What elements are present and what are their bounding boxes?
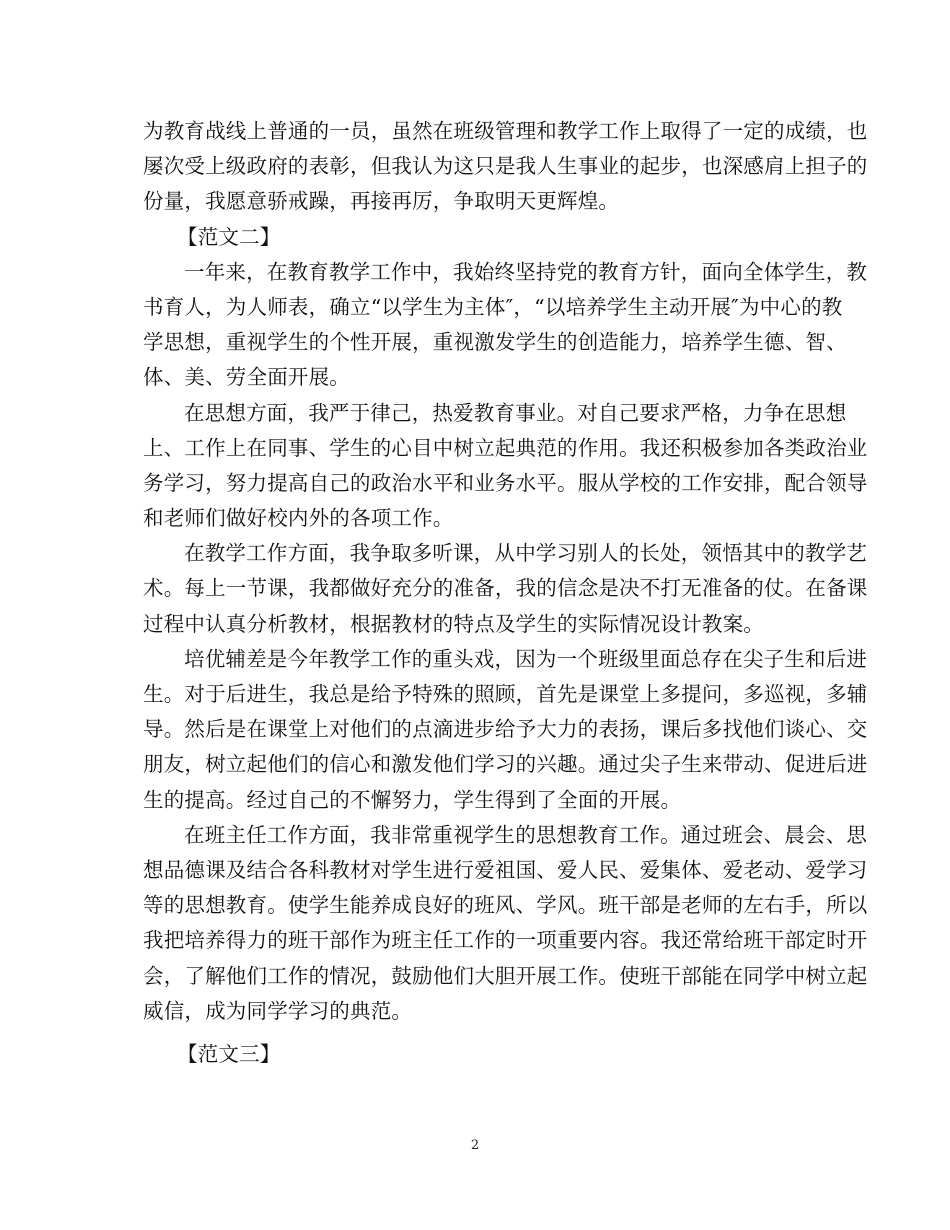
text-line: 导。然后是在课堂上对他们的点滴进步给予大力的表扬，课后多找他们谈心、交: [143, 717, 868, 742]
text-line: 为教育战线上普通的一员，虽然在班级管理和教学工作上取得了一定的成绩，也: [143, 119, 868, 143]
text-line: 威信，成为同学学习的典范。: [143, 998, 413, 1023]
paragraph-start-line: 在班主任工作方面，我非常重视学生的思想教育工作。通过班会、晨会、思: [184, 822, 868, 847]
text-line: 会，了解他们工作的情况，鼓励他们大胆开展工作。使班干部能在同学中树立起: [143, 963, 868, 988]
section-heading-fanwen-2: 【范文二】: [177, 224, 281, 249]
text-line: 朋友，树立起他们的信心和激发他们学习的兴趣。通过尖子生来带动、促进后进: [143, 752, 868, 777]
paragraph-start-line: 在教学工作方面，我争取多听课，从中学习别人的长处，领悟其中的教学艺: [184, 541, 868, 566]
text-line: 体、美、劳全面开展。: [143, 365, 350, 390]
text-line: 生。对于后进生，我总是给予特殊的照顾，首先是课堂上多提问，多巡视，多辅: [143, 682, 868, 706]
text-line: 过程中认真分析教材，根据教材的特点及学生的实际情况设计教案。: [143, 611, 764, 636]
text-line: 和老师们做好校内外的各项工作。: [143, 506, 454, 531]
paragraph-start-line: 在思想方面，我严于律己，热爱教育事业。对自己要求严格，力争在思想: [184, 400, 847, 425]
text-line: 我把培养得力的班干部作为班主任工作的一项重要内容。我还常给班干部定时开: [143, 928, 868, 953]
paragraph-start-line: 一年来，在教育教学工作中，我始终坚持党的教育方针，面向全体学生，教: [184, 259, 868, 284]
text-line: 术。每上一节课，我都做好充分的准备，我的信念是决不打无准备的仗。在备课: [143, 576, 868, 601]
paragraph-start-line: 培优辅差是今年教学工作的重头戏，因为一个班级里面总存在尖子生和后进: [184, 646, 868, 671]
page-number: 2: [470, 1138, 480, 1153]
text-line: 上、工作上在同事、学生的心目中树立起典范的作用。我还积极参加各类政治业: [143, 435, 868, 460]
text-line: 书育人，为人师表，确立“以学生为主体″，“以培养学生主动开展″为中心的教: [143, 294, 843, 319]
text-line: 等的思想教育。使学生能养成良好的班风、学风。班干部是老师的左右手，所以: [143, 893, 868, 918]
section-heading-fanwen-3: 【范文三】: [177, 1041, 281, 1066]
text-line: 想品德课及结合各科教材对学生进行爱祖国、爱人民、爱集体、爱老动、爱学习: [143, 857, 868, 882]
document-body: [143, 114, 868, 1072]
text-line: 学思想，重视学生的个性开展，重视激发学生的创造能力，培养学生德、智、: [143, 330, 847, 355]
text-line: 份量，我愿意骄戒躁，再接再厉，争取明天更辉煌。: [143, 189, 620, 214]
text-line: 屡次受上级政府的表彰，但我认为这只是我人生事业的起步，也深感肩上担子的: [143, 154, 868, 179]
text-line: 生的提高。经过自己的不懈努力，学生得到了全面的开展。: [143, 787, 682, 812]
text-line: 务学习，努力提高自己的政治水平和业务水平。服从学校的工作安排，配合领导: [143, 470, 868, 495]
